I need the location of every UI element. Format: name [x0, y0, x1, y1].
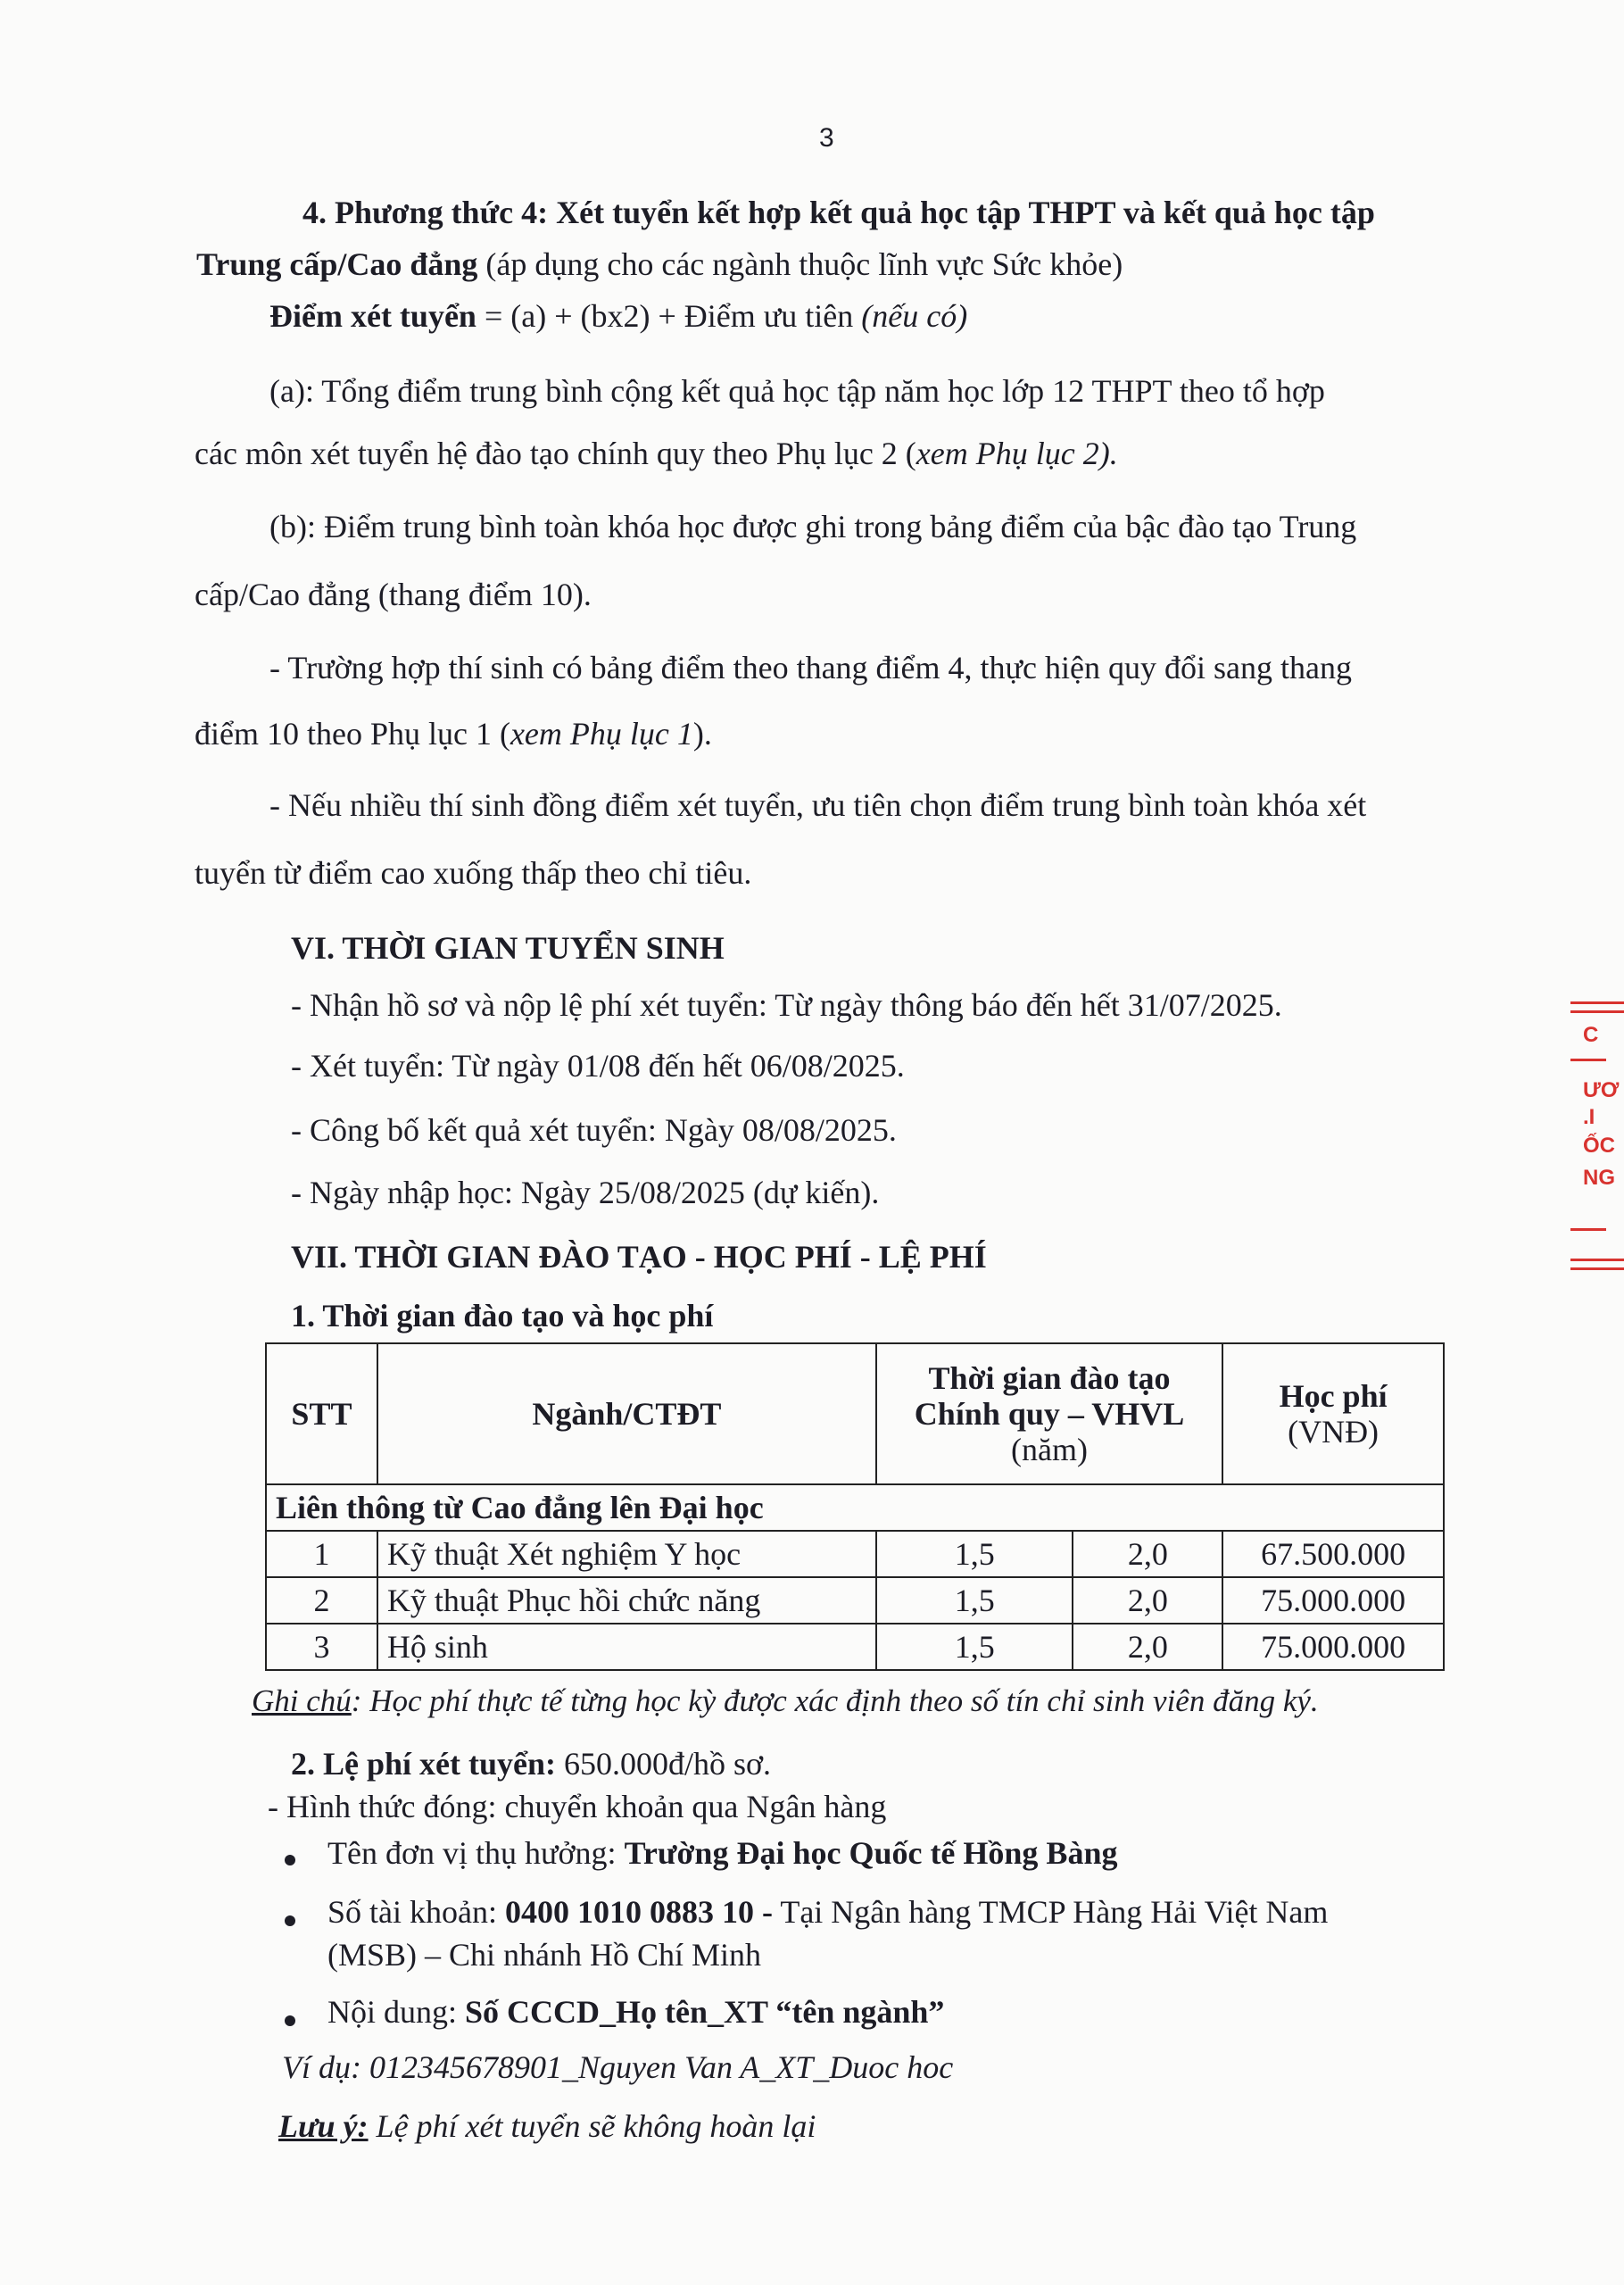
item-c-text: điểm 10 theo Phụ lục 1 ( [195, 716, 510, 752]
cell-major: Kỹ thuật Phục hồi chức năng [377, 1577, 876, 1624]
formula-note: (nếu có) [861, 298, 968, 334]
method4-title-bold: Trung cấp/Cao đẳng [196, 246, 478, 282]
group-label: Liên thông từ Cao đẳng lên Đại học [266, 1484, 1444, 1531]
example-line: Ví dụ: 012345678901_Nguyen Van A_XT_Duoc hoc [282, 2049, 954, 2085]
beneficiary-value: Trường Đại học Quốc tế Hồng Bàng [624, 1835, 1118, 1871]
remark-line [278, 2106, 816, 2146]
section6-item-3: - Công bố kết quả xét tuyển: Ngày 08/08/2025. [291, 1112, 897, 1148]
page-number: 3 [819, 123, 834, 153]
table-row [266, 1577, 1444, 1624]
stamp-text: C [1583, 1023, 1599, 1047]
item-a-text: các môn xét tuyển hệ đào tạo chính quy theo Phụ lục 2 ( [195, 436, 916, 471]
header-duration-line1: Thời gian đào tạo [928, 1360, 1171, 1396]
stamp-text: NG [1583, 1166, 1615, 1190]
section7-sub1: 1. Thời gian đào tạo và học phí [291, 1298, 714, 1334]
stamp-border-line [1570, 1001, 1624, 1004]
fee-label: 2. Lệ phí xét tuyển: [291, 1746, 556, 1782]
content-line [327, 1992, 944, 2032]
cell-duration-cq: 1,5 [876, 1624, 1073, 1670]
header-fee-unit: (VNĐ) [1288, 1414, 1380, 1450]
item-c-ref: xem Phụ lục 1 [510, 716, 693, 752]
tuition-note [252, 1682, 1319, 1721]
header-fee-line1: Học phí [1279, 1378, 1388, 1414]
section6-item-1: - Nhận hồ sơ và nộp lệ phí xét tuyển: Từ ngày thông báo đến hết 31/07/2025. [291, 987, 1282, 1023]
account-number: 0400 1010 0883 10 - [504, 1894, 773, 1930]
account-label: Số tài khoản: [327, 1894, 505, 1930]
item-a-line1: (a): Tổng điểm trung bình cộng kết quả học tập năm học lớp 12 THPT theo tổ hợp [269, 373, 1325, 409]
beneficiary-label: Tên đơn vị thụ hưởng: [327, 1835, 625, 1871]
method4-title-cont [196, 245, 1123, 284]
fee-line [291, 1744, 771, 1783]
stamp-border-line [1570, 1228, 1606, 1231]
item-a-ref: xem Phụ lục 2). [916, 436, 1118, 471]
note-text: : Học phí thực tế từng học kỳ được xác định theo số tín chỉ sinh viên đăng ký. [351, 1683, 1319, 1718]
cell-stt: 2 [266, 1577, 377, 1624]
cell-fee: 75.000.000 [1222, 1624, 1444, 1670]
bullet-icon [285, 2015, 295, 2026]
item-d-line2: tuyển từ điểm cao xuống thấp theo chỉ tiêu. [195, 855, 752, 891]
payment-method: - Hình thức đóng: chuyển khoản qua Ngân hàng [268, 1789, 887, 1824]
cell-duration-vhvl: 2,0 [1073, 1577, 1222, 1624]
header-duration [876, 1343, 1222, 1484]
table-group-row [266, 1484, 1444, 1531]
remark-text: Lệ phí xét tuyển sẽ không hoàn lại [368, 2108, 816, 2144]
formula-label: Điểm xét tuyển [269, 298, 476, 334]
bullet-icon [285, 1915, 295, 1926]
header-major: Ngành/CTĐT [377, 1343, 876, 1484]
formula-expr: = (a) + (bx2) + Điểm ưu tiên [476, 298, 862, 334]
content-value: Số CCCD_Họ tên_XT “tên ngành” [465, 1994, 945, 2030]
account-line [327, 1892, 1328, 1932]
beneficiary-line [327, 1833, 1117, 1873]
item-d-line1: - Nếu nhiều thí sinh đồng điểm xét tuyển, ưu tiên chọn điểm trung bình toàn khóa xét [269, 787, 1367, 823]
header-duration-unit: (năm) [1011, 1432, 1089, 1467]
cell-fee: 75.000.000 [1222, 1577, 1444, 1624]
tuition-table [265, 1342, 1445, 1671]
table-row [266, 1624, 1444, 1670]
cell-duration-vhvl: 2,0 [1073, 1531, 1222, 1577]
cell-duration-vhvl: 2,0 [1073, 1624, 1222, 1670]
cell-duration-cq: 1,5 [876, 1577, 1073, 1624]
method4-formula [269, 296, 967, 336]
account-bank-line2: (MSB) – Chi nhánh Hồ Chí Minh [327, 1937, 762, 1973]
cell-major: Hộ sinh [377, 1624, 876, 1670]
red-stamp-fragment [1570, 991, 1620, 1285]
header-fee [1222, 1343, 1444, 1484]
table-row [266, 1531, 1444, 1577]
bullet-icon [285, 1855, 295, 1865]
item-c-line1: - Trường hợp thí sinh có bảng điểm theo thang điểm 4, thực hiện quy đổi sang thang [269, 650, 1352, 686]
stamp-border-line [1570, 1267, 1624, 1270]
section6-item-4: - Ngày nhập học: Ngày 25/08/2025 (dự kiến). [291, 1175, 880, 1210]
cell-stt: 1 [266, 1531, 377, 1577]
cell-major: Kỹ thuật Xét nghiệm Y học [377, 1531, 876, 1577]
stamp-text: ỐC [1583, 1134, 1615, 1158]
method4-scope: (áp dụng cho các ngành thuộc lĩnh vực Sức khỏe) [477, 246, 1123, 282]
header-stt: STT [266, 1343, 377, 1484]
remark-label: Lưu ý: [278, 2108, 369, 2144]
content-label: Nội dung: [327, 1994, 466, 2030]
stamp-border-line [1570, 1059, 1606, 1061]
section7-title: VII. THỜI GIAN ĐÀO TẠO - HỌC PHÍ - LỆ PHÍ [291, 1239, 987, 1275]
note-label: Ghi chú [252, 1683, 352, 1718]
item-c-line2 [195, 714, 712, 753]
item-c-end: ). [692, 716, 712, 752]
fee-value: 650.000đ/hồ sơ. [556, 1746, 772, 1782]
cell-fee: 67.500.000 [1222, 1531, 1444, 1577]
account-bank: Tại Ngân hàng TMCP Hàng Hải Việt Nam [772, 1894, 1329, 1930]
section6-title: VI. THỜI GIAN TUYỂN SINH [291, 930, 725, 966]
item-a-line2 [195, 434, 1118, 473]
stamp-text: .I [1583, 1105, 1595, 1129]
stamp-border-line [1570, 1259, 1624, 1261]
section6-item-2: - Xét tuyển: Từ ngày 01/08 đến hết 06/08/2025. [291, 1048, 905, 1084]
cell-duration-cq: 1,5 [876, 1531, 1073, 1577]
item-b-line2: cấp/Cao đẳng (thang điểm 10). [195, 577, 592, 612]
cell-stt: 3 [266, 1624, 377, 1670]
stamp-text: ƯƠ [1583, 1078, 1620, 1102]
header-duration-line2: Chính quy – VHVL [914, 1396, 1185, 1432]
method4-title: 4. Phương thức 4: Xét tuyển kết hợp kết quả học tập THPT và kết quả học tập [302, 195, 1375, 230]
table-header-row [266, 1343, 1444, 1484]
item-b-line1: (b): Điểm trung bình toàn khóa học được ghi trong bảng điểm của bậc đào tạo Trung [269, 509, 1357, 544]
stamp-border-line [1570, 1010, 1624, 1013]
